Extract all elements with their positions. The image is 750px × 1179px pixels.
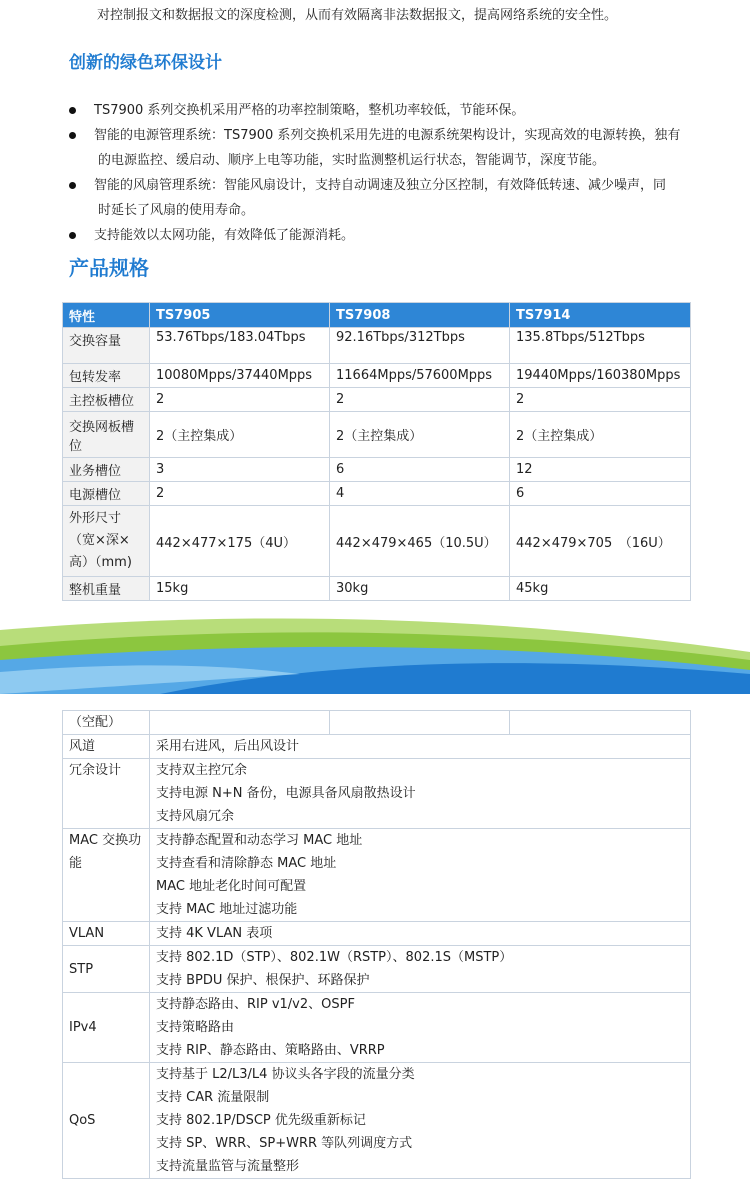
table-row: 外形尺寸（宽×深×高）（mm) 442×477×175（4U） 442×479×465（10.5U） 442×479×705 （16U） [63,506,691,577]
table-row: 交换网板槽位 2（主控集成） 2（主控集成） 2（主控集成） [63,412,691,458]
table-row: VLAN 支持 4K VLAN 表项 [63,922,691,946]
table-row: 整机重量 15kg 30kg 45kg [63,577,691,601]
list-item: TS7900 系列交换机采用严格的功率控制策略，整机功率较低，节能环保。 [66,98,696,123]
table-row: 风道 采用右进风，后出风设计 [63,735,691,759]
spec-table [62,302,691,601]
list-item: 智能的风扇管理系统：智能风扇设计，支持自动调速及独立分区控制，有效降低转速、减少噪声，同 时延长了风扇的使用寿命。 [66,173,696,223]
table-row: 交换容量 53.76Tbps/183.04Tbps 92.16Tbps/312Tbps 135.8Tbps/512Tbps [63,328,691,364]
table-row: 冗余设计 支持双主控冗余 支持电源 N+N 备份，电源具备风扇散热设计 支持风扇冗余 [63,759,691,829]
bullet-dot-icon [69,107,76,114]
header-cell: 特性 [63,303,150,328]
table-row: IPv4 支持静态路由、RIP v1/v2、OSPF 支持策略路由 支持 RIP、静态路由、策略路由、VRRP [63,993,691,1063]
header-cell: TS7905 [150,303,330,328]
bullet-dot-icon [69,232,76,239]
spec-table-continued [62,710,691,1179]
header-cell: TS7908 [330,303,510,328]
bullet-dot-icon [69,132,76,139]
table-row: MAC 交换功能 支持静态配置和动态学习 MAC 地址 支持查看和清除静态 MAC 地址 MAC 地址老化时间可配置 支持 MAC 地址过滤功能 [63,829,691,922]
bullet-dot-icon [69,182,76,189]
table-row: QoS 支持基于 L2/L3/L4 协议头各字段的流量分类 支持 CAR 流量限制 支持 802.1P/DSCP 优先级重新标记 支持 SP、WRR、SP+WRR 等队列调度方式 支持流量监管与流量整形 [63,1063,691,1179]
list-item: 智能的电源管理系统：TS7900 系列交换机采用先进的电源系统架构设计，实现高效的电源转换，独有 的电源监控、缓启动、顺序上电等功能，实时监测整机运行状态，智能调节，深度节能。 [66,123,696,173]
table-row: 包转发率 10080Mpps/37440Mpps 11664Mpps/57600Mpps 19440Mpps/160380Mpps [63,364,691,388]
section-title-spec: 产品规格 [69,256,149,280]
table-row: 业务槽位 3 6 12 [63,458,691,482]
table-header-row [63,303,691,328]
header-cell: TS7914 [510,303,691,328]
list-item: 支持能效以太网功能，有效降低了能源消耗。 [66,223,696,248]
green-bullet-list [66,98,696,248]
section-title-green: 创新的绿色环保设计 [69,53,222,73]
table-row: 电源槽位 2 4 6 [63,482,691,506]
table-row: STP 支持 802.1D（STP）、802.1W（RSTP）、802.1S（MSTP） 支持 BPDU 保护、根保护、环路保护 [63,946,691,993]
table-row: （空配） [63,711,691,735]
decorative-wave-banner [0,612,750,694]
intro-text: 对控制报文和数据报文的深度检测，从而有效隔离非法数据报文，提高网络系统的安全性。 [97,8,618,23]
table-row: 主控板槽位 2 2 2 [63,388,691,412]
